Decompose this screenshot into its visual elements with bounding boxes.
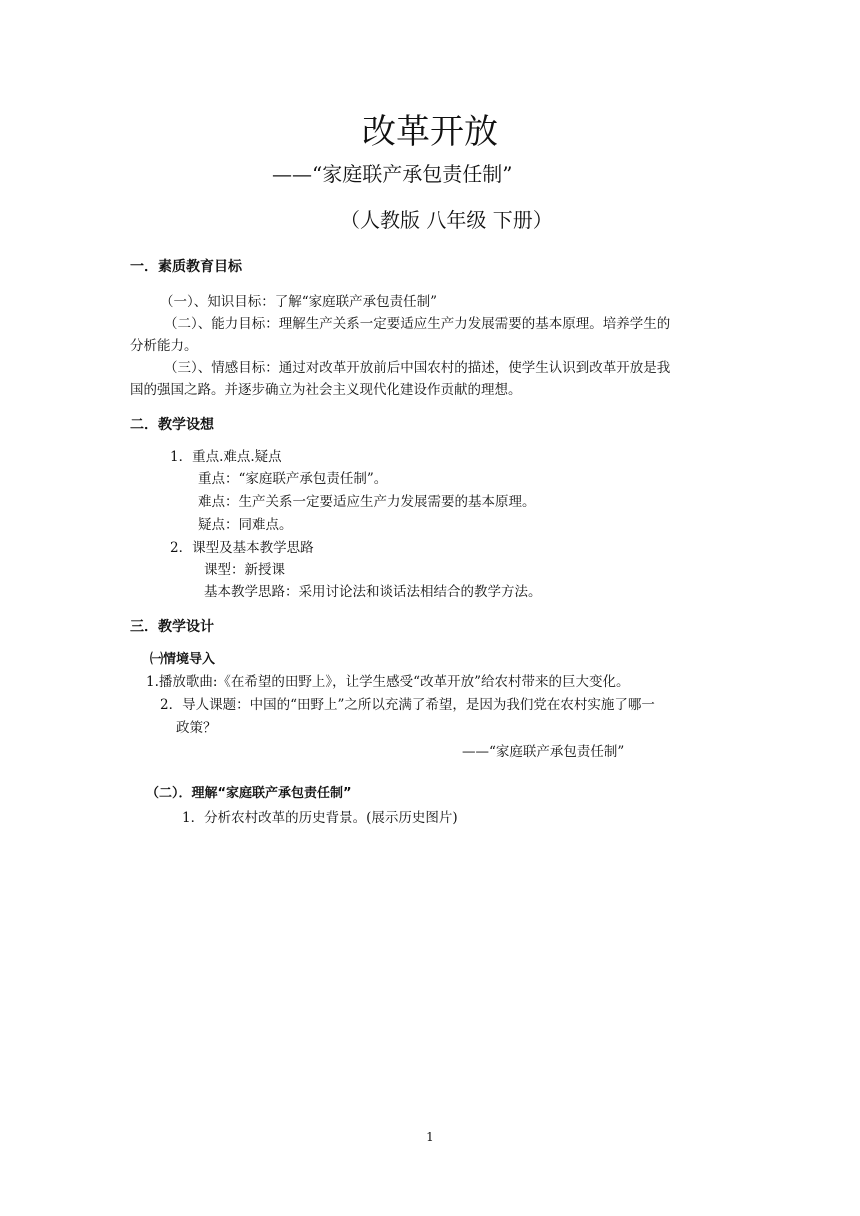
goal-ability-line2: 分析能力。 bbox=[130, 338, 198, 354]
document-title: 改革开放 bbox=[362, 112, 498, 152]
section-heading-teaching-design: 三．教学设计 bbox=[130, 619, 214, 635]
intro-step-2-line1: 2．导人课题：中国的“田野上”之所以充满了希望，是因为我们党在农村实施了哪一 bbox=[160, 697, 655, 713]
section-heading-goals: 一．素质教育目标 bbox=[130, 259, 242, 275]
goal-knowledge: （一）、知识目标：了解“家庭联产承包责任制” bbox=[160, 294, 438, 310]
intro-step-1: 1.播放歌曲:《在希望的田野上》，让学生感受“改革开放”给农村带来的巨大变化。 bbox=[146, 674, 630, 690]
key-point: 重点：“家庭联产承包责任制”。 bbox=[198, 471, 388, 487]
teaching-approach: 基本教学思路：采用讨论法和谈话法相结合的教学方法。 bbox=[204, 584, 542, 600]
goal-emotion-line1: （三）、情感目标：通过对改革开放前后中国农村的描述，使学生认识到改革开放是我 bbox=[164, 360, 671, 376]
intro-step-2-line2: 政策？ bbox=[176, 720, 217, 736]
document-edition: （人教版 八年级 下册） bbox=[340, 208, 553, 232]
doubt-point: 疑点：同难点。 bbox=[198, 517, 293, 533]
item-key-points-title: 1．重点.难点.疑点 bbox=[170, 449, 282, 465]
lesson-type: 课型：新授课 bbox=[204, 562, 285, 578]
document-subtitle: ——“家庭联产承包责任制” bbox=[272, 162, 513, 186]
part-heading-understanding: （二）．理解“家庭联产承包责任制” bbox=[146, 786, 352, 801]
item-lesson-type-title: 2．课型及基本教学思路 bbox=[170, 540, 314, 556]
page-number: 1 bbox=[426, 1130, 434, 1144]
goal-ability-line1: （二）、能力目标：理解生产关系一定要适应生产力发展需要的基本原理。培养学生的 bbox=[164, 316, 671, 332]
goal-emotion-line2: 国的强国之路。并逐步确立为社会主义现代化建设作贡献的理想。 bbox=[130, 382, 522, 398]
part-heading-introduction: ㈠情境导入 bbox=[150, 652, 216, 667]
difficult-point: 难点：生产关系一定要适应生产力发展需要的基本原理。 bbox=[198, 494, 536, 510]
section-heading-design-idea: 二．教学设想 bbox=[130, 417, 214, 433]
intro-answer: ——“家庭联产承包责任制” bbox=[462, 744, 625, 760]
understanding-step-1: 1．分析农村改革的历史背景。(展示历史图片) bbox=[182, 810, 458, 826]
